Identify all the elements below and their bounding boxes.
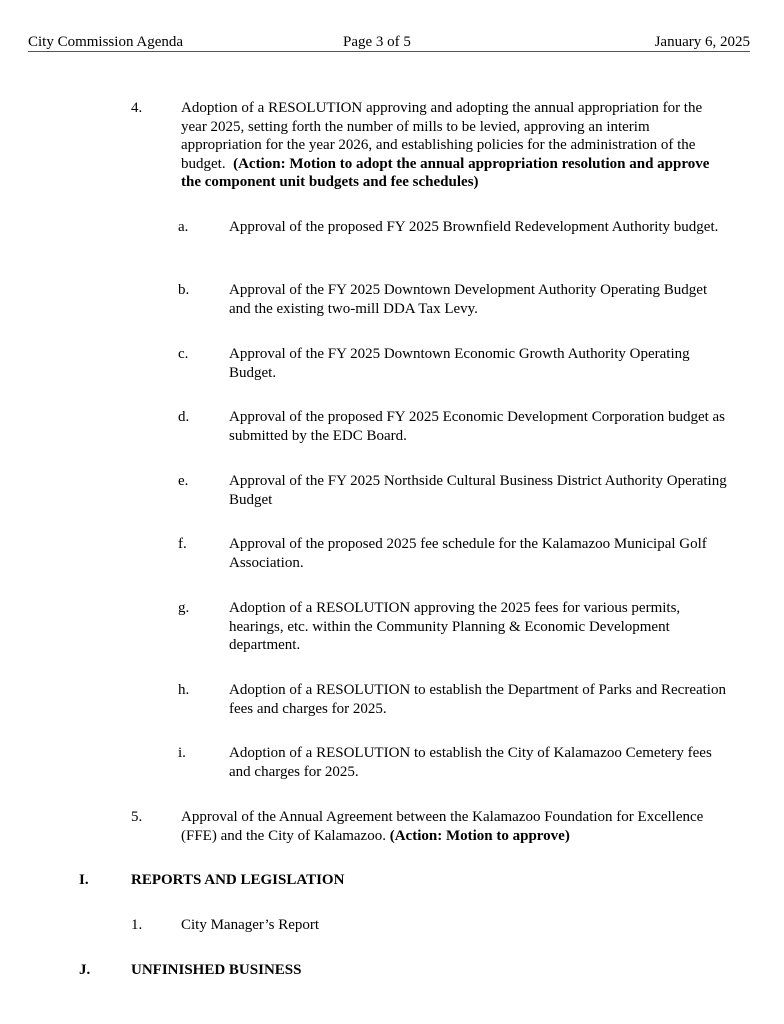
item-number: 4.: [131, 100, 143, 116]
item-number: 5.: [131, 809, 143, 825]
subitem-letter: g.: [178, 600, 190, 616]
item-action: (Action: Motion to approve): [389, 827, 570, 844]
item-action: (Action: Motion to adopt the annual appropriation resolution and approve the component unit budgets and fee schedules): [181, 155, 710, 190]
item-description: Approval of the Annual Agreement between the Kalamazoo Foundation for Excellence (FFE) and the City of Kalamazoo.: [181, 809, 704, 844]
subitem-letter: b.: [178, 282, 190, 298]
header-page-number: Page 3 of 5: [343, 34, 411, 50]
item-description: Adoption of a RESOLUTION approving and adopting the annual appropriation for the year 2025, setting forth the number of mills to be levied, approving an interim appropriation for the year 2026, and establishing policies for the administration of the budget.: [181, 100, 703, 172]
item-text: [181, 808, 726, 845]
header-document-title: City Commission Agenda: [28, 34, 184, 50]
page-header: [28, 33, 750, 52]
subitem-letter: d.: [178, 409, 190, 425]
subitem-text: Adoption of a RESOLUTION to establish the City of Kalamazoo Cemetery fees and charges for 2025.: [229, 745, 712, 780]
section-letter: I.: [79, 872, 89, 888]
subitem-text: Approval of the proposed FY 2025 Economic Development Corporation budget as submitted by the EDC Board.: [229, 409, 726, 444]
subitem-text: Adoption of a RESOLUTION approving the 2025 fees for various permits, hearings, etc. within the Community Planning & Economic Development department.: [229, 600, 681, 653]
section-letter: J.: [79, 962, 91, 978]
subitem-text: Approval of the FY 2025 Downtown Economic Growth Authority Operating Budget.: [229, 346, 690, 381]
subitem-text: Approval of the FY 2025 Northside Cultural Business District Authority Operating Budget: [229, 473, 727, 508]
subitem-text: Approval of the proposed FY 2025 Brownfield Redevelopment Authority budget.: [229, 219, 719, 235]
header-date: January 6, 2025: [654, 34, 750, 50]
item-text: [181, 99, 726, 192]
section-title: UNFINISHED BUSINESS: [131, 962, 302, 978]
subitem-letter: c.: [178, 346, 189, 362]
item-text: City Manager’s Report: [181, 917, 320, 933]
subitem-letter: i.: [178, 745, 186, 761]
subitem-letter: h.: [178, 682, 190, 698]
subitem-letter: a.: [178, 219, 189, 235]
subitem-letter: f.: [178, 536, 187, 552]
subitem-letter: e.: [178, 473, 189, 489]
subitem-text: Approval of the proposed 2025 fee schedule for the Kalamazoo Municipal Golf Association.: [229, 536, 707, 571]
subitem-text: Adoption of a RESOLUTION to establish the Department of Parks and Recreation fees and charges for 2025.: [229, 682, 726, 717]
item-number: 1.: [131, 917, 143, 933]
section-title: REPORTS AND LEGISLATION: [131, 872, 345, 888]
subitem-text: Approval of the FY 2025 Downtown Development Authority Operating Budget and the existing two-mill DDA Tax Levy.: [229, 282, 708, 317]
